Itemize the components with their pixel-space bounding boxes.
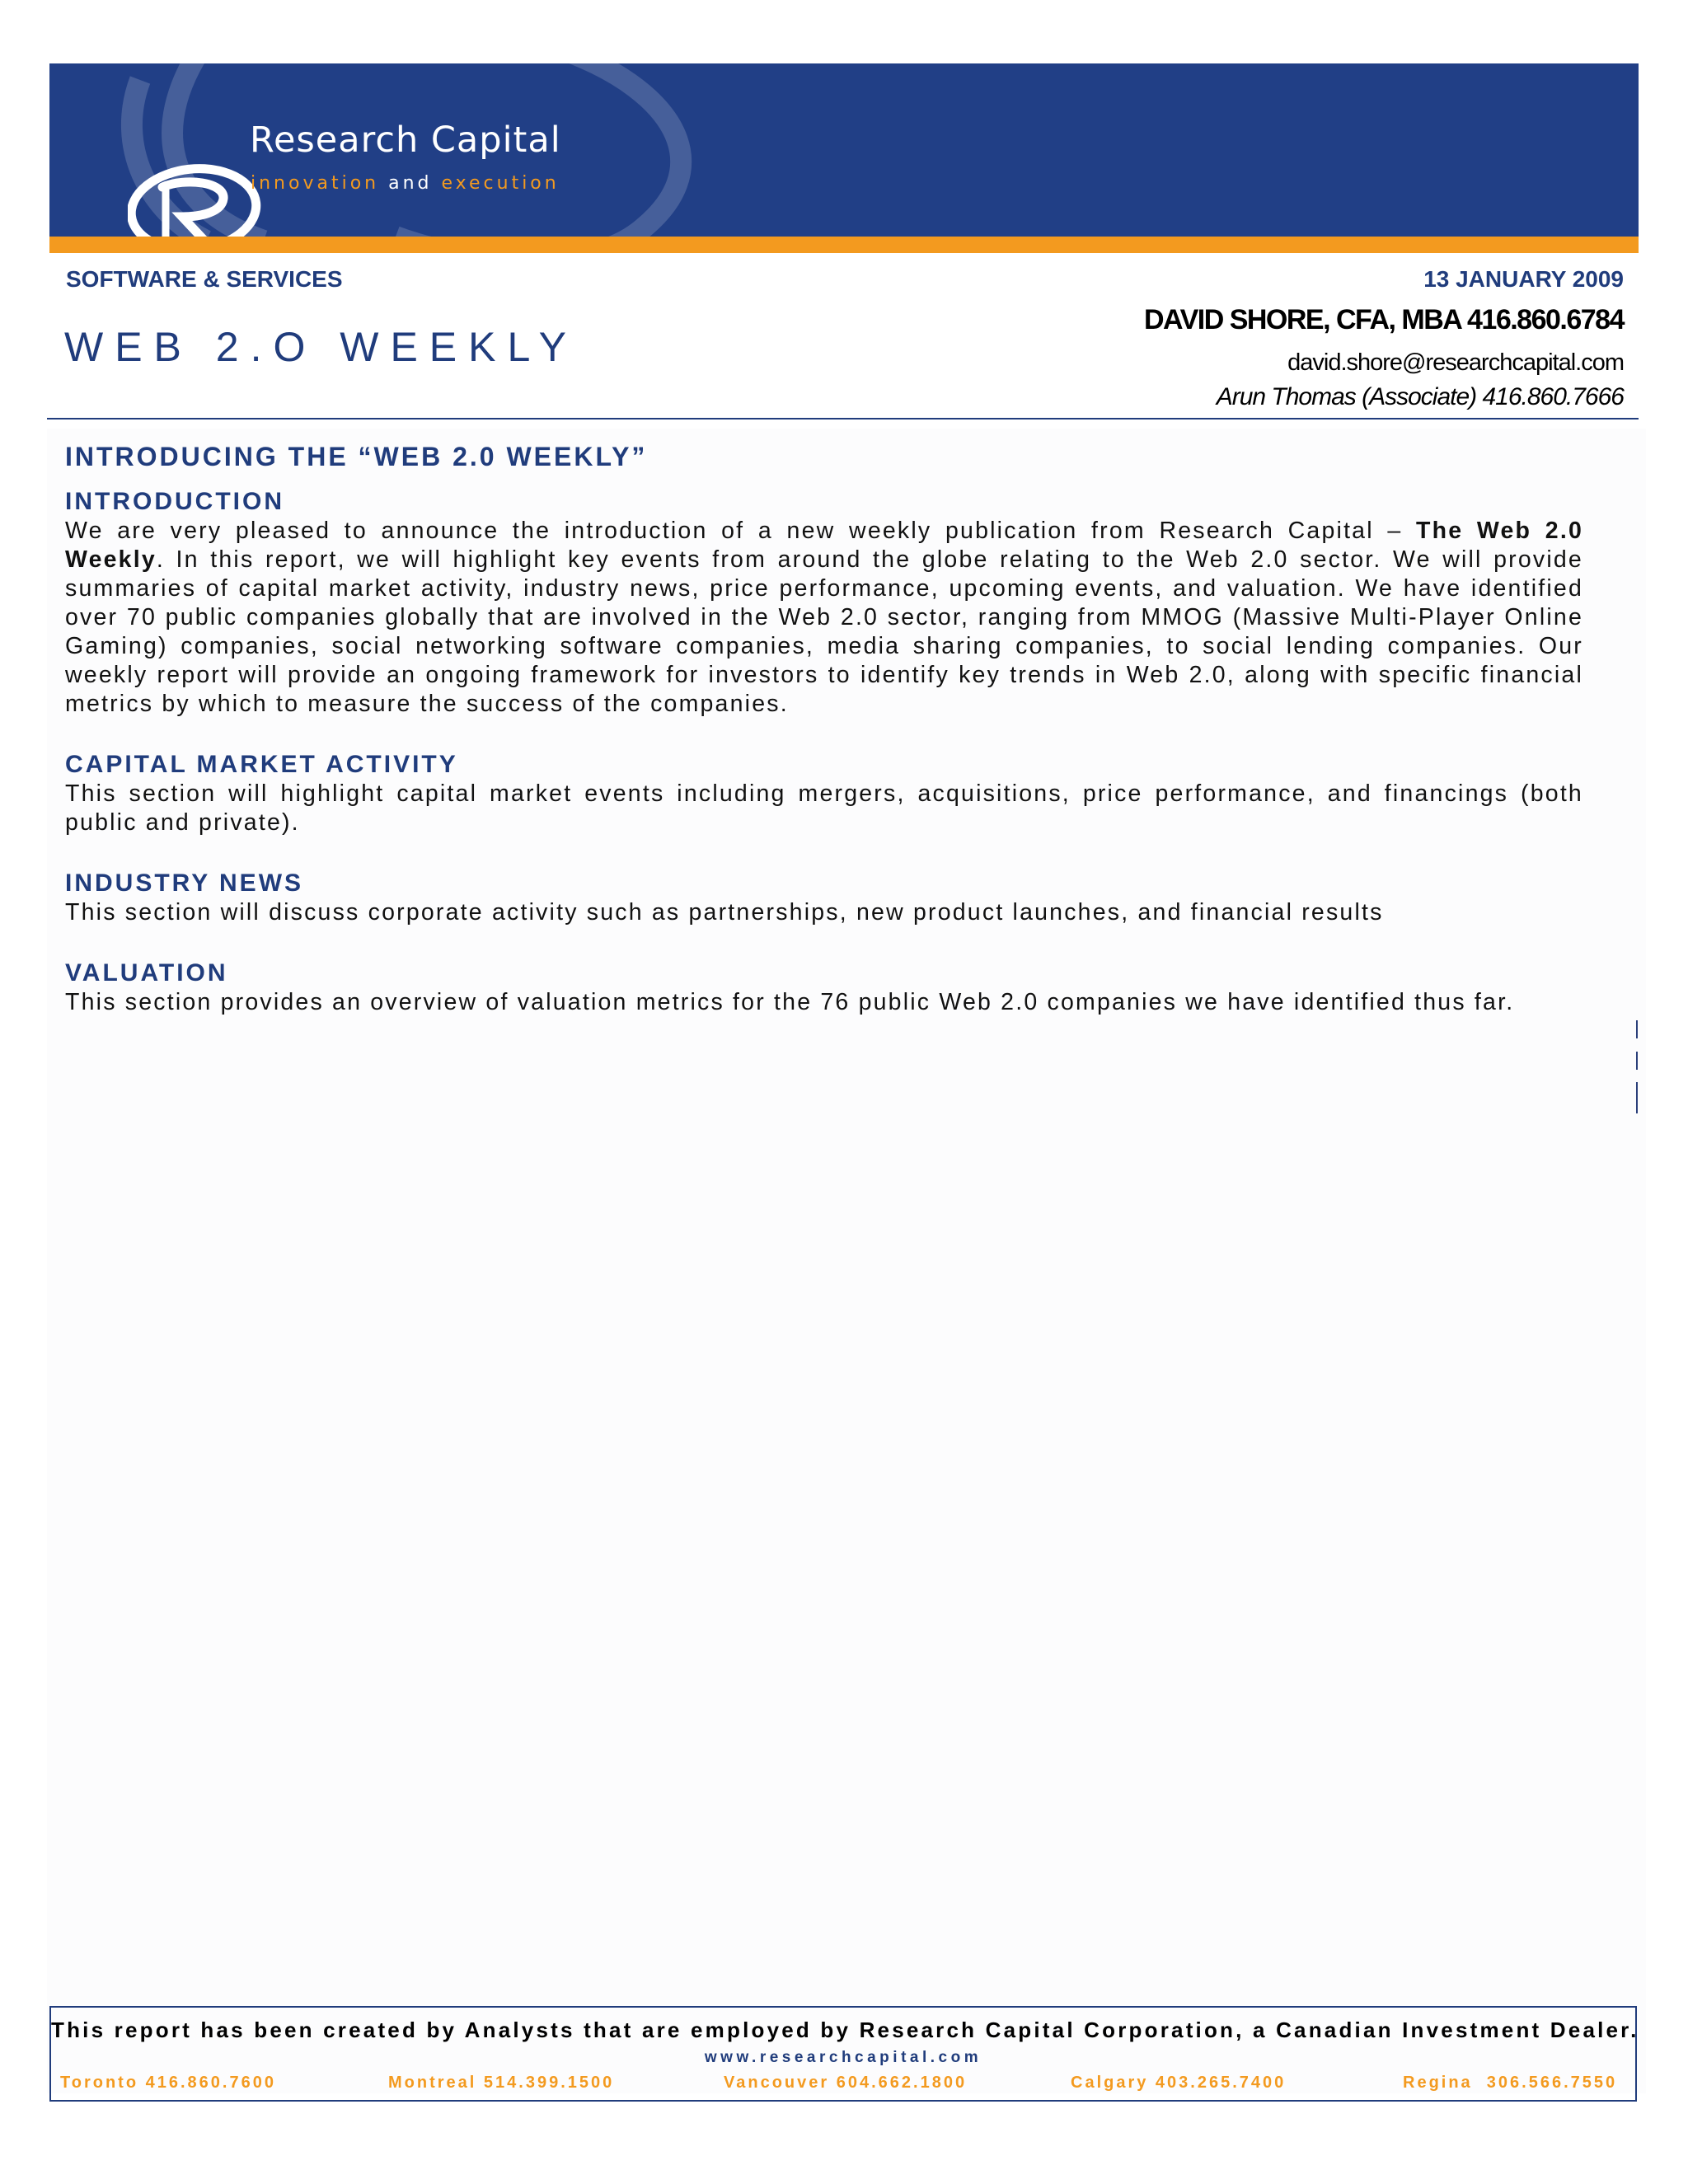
section-text: This section will discuss corporate activity such as partnerships, new product launches, and financial results — [65, 899, 1384, 926]
tagline-part-innovation: innovation — [251, 173, 380, 194]
associate-name-phone: Arun Thomas (Associate) 416.860.7666 — [1216, 383, 1624, 410]
section-heading: VALUATION — [65, 959, 228, 987]
publication-name-bold: The Web 2.0 Weekly — [65, 518, 1583, 573]
section-capital-market-activity — [65, 750, 1583, 837]
brand-name: Research Capital — [250, 120, 561, 161]
publication-title: WEB 2.O WEEKLY — [64, 324, 578, 370]
section-text — [65, 517, 1583, 719]
margin-mark — [1636, 1052, 1638, 1070]
r-circle-logo-icon — [128, 162, 268, 237]
report-date: 13 JANUARY 2009 — [1423, 266, 1624, 292]
margin-mark — [1636, 1082, 1638, 1113]
section-heading: INTRODUCTION — [65, 488, 284, 515]
analyst-email[interactable]: david.shore@researchcapital.com — [1287, 349, 1624, 376]
office-toronto: Toronto 416.860.7600 — [60, 2074, 276, 2092]
margin-mark — [1636, 1020, 1638, 1038]
section-heading: INDUSTRY NEWS — [65, 869, 304, 897]
main-heading: INTRODUCING THE “WEB 2.0 WEEKLY” — [65, 442, 648, 471]
tagline-part-execution: execution — [441, 173, 560, 194]
report-body — [65, 439, 1583, 1048]
office-calgary: Calgary 403.265.7400 — [1071, 2074, 1287, 2092]
section-industry-news — [65, 869, 1583, 927]
analyst-name-phone: DAVID SHORE, CFA, MBA 416.860.6784 — [1143, 304, 1624, 335]
header-divider — [47, 418, 1639, 419]
footer-website-link[interactable]: www.researchcapital.com — [704, 2049, 982, 2066]
footer-box — [49, 2006, 1637, 2102]
banner-orange-stripe — [49, 237, 1639, 253]
section-valuation — [65, 958, 1583, 1017]
footer-disclaimer: This report has been created by Analysts that are employed by Research Capital Corporation, a Canadian Investment Dealer. — [51, 2018, 1639, 2042]
brand-tagline — [251, 173, 560, 194]
header-banner — [49, 63, 1639, 237]
intro-text-start: We are very pleased to announce the introduction of a new weekly publication from Research Capital – — [65, 518, 1417, 544]
office-montreal: Montreal 514.399.1500 — [388, 2074, 615, 2092]
section-introduction — [65, 487, 1583, 719]
section-heading: CAPITAL MARKET ACTIVITY — [65, 751, 458, 778]
section-text: This section provides an overview of valuation metrics for the 76 public Web 2.0 companies we have identified thus far. — [65, 989, 1515, 1015]
intro-text-end: . In this report, we will highlight key events from around the globe relating to the Web 2.0 sector. We will provide summaries of capital market activity, industry news, price performance, upcoming events, and valuation. We have identified over 70 public companies globally that are involved in the Web 2.0 sector, ranging from MMOG (Massive Multi-Player Online Gaming) companies, social networking software companies, media sharing companies, to social lending companies. Our weekly report will provide an ongoing framework for investors to identify key trends in Web 2.0, along with specific financial metrics by which to measure the success of the companies. — [65, 546, 1583, 717]
sector-label: SOFTWARE & SERVICES — [66, 266, 343, 292]
office-regina: Regina 306.566.7550 — [1403, 2074, 1618, 2092]
tagline-part-and: and — [388, 173, 433, 194]
office-vancouver: Vancouver 604.662.1800 — [724, 2074, 968, 2092]
section-text: This section will highlight capital market events including mergers, acquisitions, price performance, and financings (both public and private). — [65, 780, 1583, 836]
